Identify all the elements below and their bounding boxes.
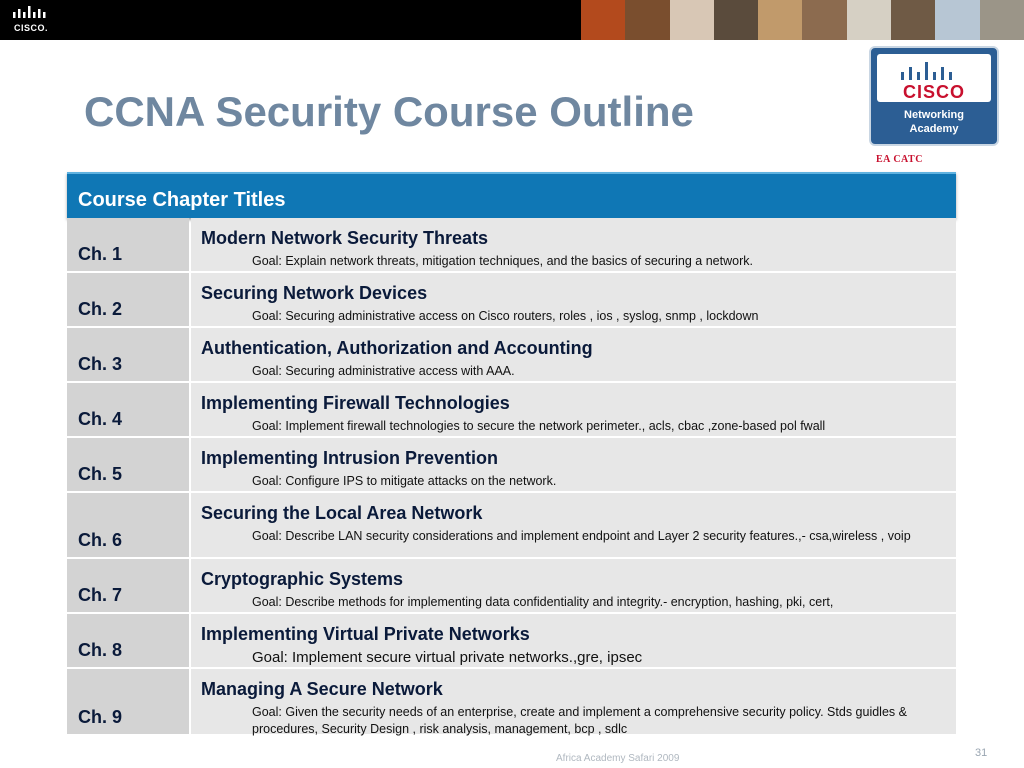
banner-photo — [581, 0, 625, 40]
table-row — [67, 328, 956, 381]
chapter-goal: Goal: Explain network threats, mitigation techniques, and the basics of securing a network. — [252, 254, 753, 268]
table-row — [67, 614, 956, 667]
banner-photo — [625, 0, 669, 40]
chapter-number-cell — [67, 559, 189, 612]
chapter-number-cell — [67, 493, 189, 557]
banner-photo — [802, 0, 846, 40]
chapter-goal: Goal: Configure IPS to mitigate attacks on the network. — [252, 474, 557, 488]
chapter-content-cell — [191, 328, 956, 381]
chapter-goal: Goal: Describe LAN security considerations and implement endpoint and Layer 2 security features.,- csa,wireless , voip — [252, 529, 911, 543]
chapter-title: Securing Network Devices — [201, 283, 428, 303]
chapter-content-cell — [191, 669, 956, 734]
chapter-number-cell — [67, 218, 189, 271]
chapter-content-cell — [191, 218, 956, 271]
chapter-title: Managing A Secure Network — [201, 679, 443, 699]
banner-photo — [670, 0, 714, 40]
cisco-bars-icon — [899, 62, 971, 82]
chapter-content-cell — [191, 614, 956, 667]
chapter-number-cell — [67, 614, 189, 667]
chapter-number-cell — [67, 383, 189, 436]
chapter-number: Ch. 8 — [78, 640, 123, 660]
banner-photo — [891, 0, 935, 40]
table-header — [67, 172, 956, 218]
table-row — [67, 493, 956, 557]
banner-photo — [714, 0, 758, 40]
chapter-goal: Goal: Describe methods for implementing data confidentiality and integrity.- encryption, hashing, pki, cert, — [252, 595, 834, 609]
cisco-wordmark: CISCO. — [14, 23, 49, 33]
footer-text: Africa Academy Safari 2009 — [556, 753, 680, 764]
chapter-number: Ch. 6 — [78, 530, 123, 550]
academy-line-1: Networking — [904, 109, 964, 121]
chapter-content-cell — [191, 273, 956, 326]
table-row — [67, 559, 956, 612]
chapter-title: Authentication, Authorization and Accounting — [201, 338, 593, 358]
top-banner — [0, 0, 1024, 40]
chapter-goal: Goal: Given the security needs of an enterprise, create and implement a comprehensive security policy. Stds guidles & procedures, Security Design , risk analysis, management, bcp , sdlc — [252, 705, 907, 736]
chapter-content-cell — [191, 438, 956, 491]
chapter-goal: Goal: Implement secure virtual private networks.,gre, ipsec — [252, 649, 643, 666]
table-row — [67, 273, 956, 326]
chapter-title: Implementing Virtual Private Networks — [201, 624, 530, 644]
photo-strip — [581, 0, 1024, 40]
chapter-goal: Goal: Implement firewall technologies to secure the network perimeter., acls, cbac ,zone-based pol fwall — [252, 419, 826, 433]
chapter-title: Securing the Local Area Network — [201, 503, 483, 523]
academy-cisco-wordmark: CISCO — [902, 82, 965, 102]
table-row — [67, 218, 956, 271]
table-row — [67, 383, 956, 436]
chapter-goal: Goal: Securing administrative access on Cisco routers, roles , ios , syslog, snmp , lockdown — [252, 309, 759, 323]
academy-name — [871, 108, 997, 136]
chapter-number-cell — [67, 328, 189, 381]
page-number: 31 — [975, 747, 988, 759]
chapter-number: Ch. 5 — [78, 464, 123, 484]
table-row — [67, 669, 956, 734]
academy-line-2: Academy — [909, 123, 959, 135]
chapter-title: Modern Network Security Threats — [201, 228, 489, 248]
chapter-number: Ch. 7 — [78, 585, 123, 605]
ea-catc-tag: EA CATC — [876, 154, 923, 165]
chapter-number-cell — [67, 669, 189, 734]
chapter-title: Implementing Intrusion Prevention — [201, 448, 499, 468]
chapter-title: Implementing Firewall Technologies — [201, 393, 510, 413]
networking-academy-logo — [869, 46, 999, 146]
banner-photo — [847, 0, 891, 40]
chapter-number-cell — [67, 273, 189, 326]
chapter-number: Ch. 2 — [78, 299, 123, 319]
cisco-bars-icon — [12, 6, 58, 20]
banner-photo — [758, 0, 802, 40]
banner-photo — [935, 0, 979, 40]
chapter-number: Ch. 3 — [78, 354, 123, 374]
chapter-number: Ch. 4 — [78, 409, 123, 429]
page-title: CCNA Security Course Outline — [84, 88, 694, 135]
chapter-content-cell — [191, 559, 956, 612]
chapter-goal: Goal: Securing administrative access with AAA. — [252, 364, 515, 378]
chapter-title: Cryptographic Systems — [201, 569, 404, 589]
chapter-content-cell — [191, 493, 956, 557]
cisco-logo — [12, 6, 60, 34]
table-header-title: Course Chapter Titles — [78, 189, 286, 211]
banner-photo — [980, 0, 1024, 40]
chapter-number: Ch. 9 — [78, 707, 123, 727]
chapter-number-cell — [67, 438, 189, 491]
table-row — [67, 438, 956, 491]
chapter-content-cell — [191, 383, 956, 436]
chapter-number: Ch. 1 — [78, 244, 123, 264]
